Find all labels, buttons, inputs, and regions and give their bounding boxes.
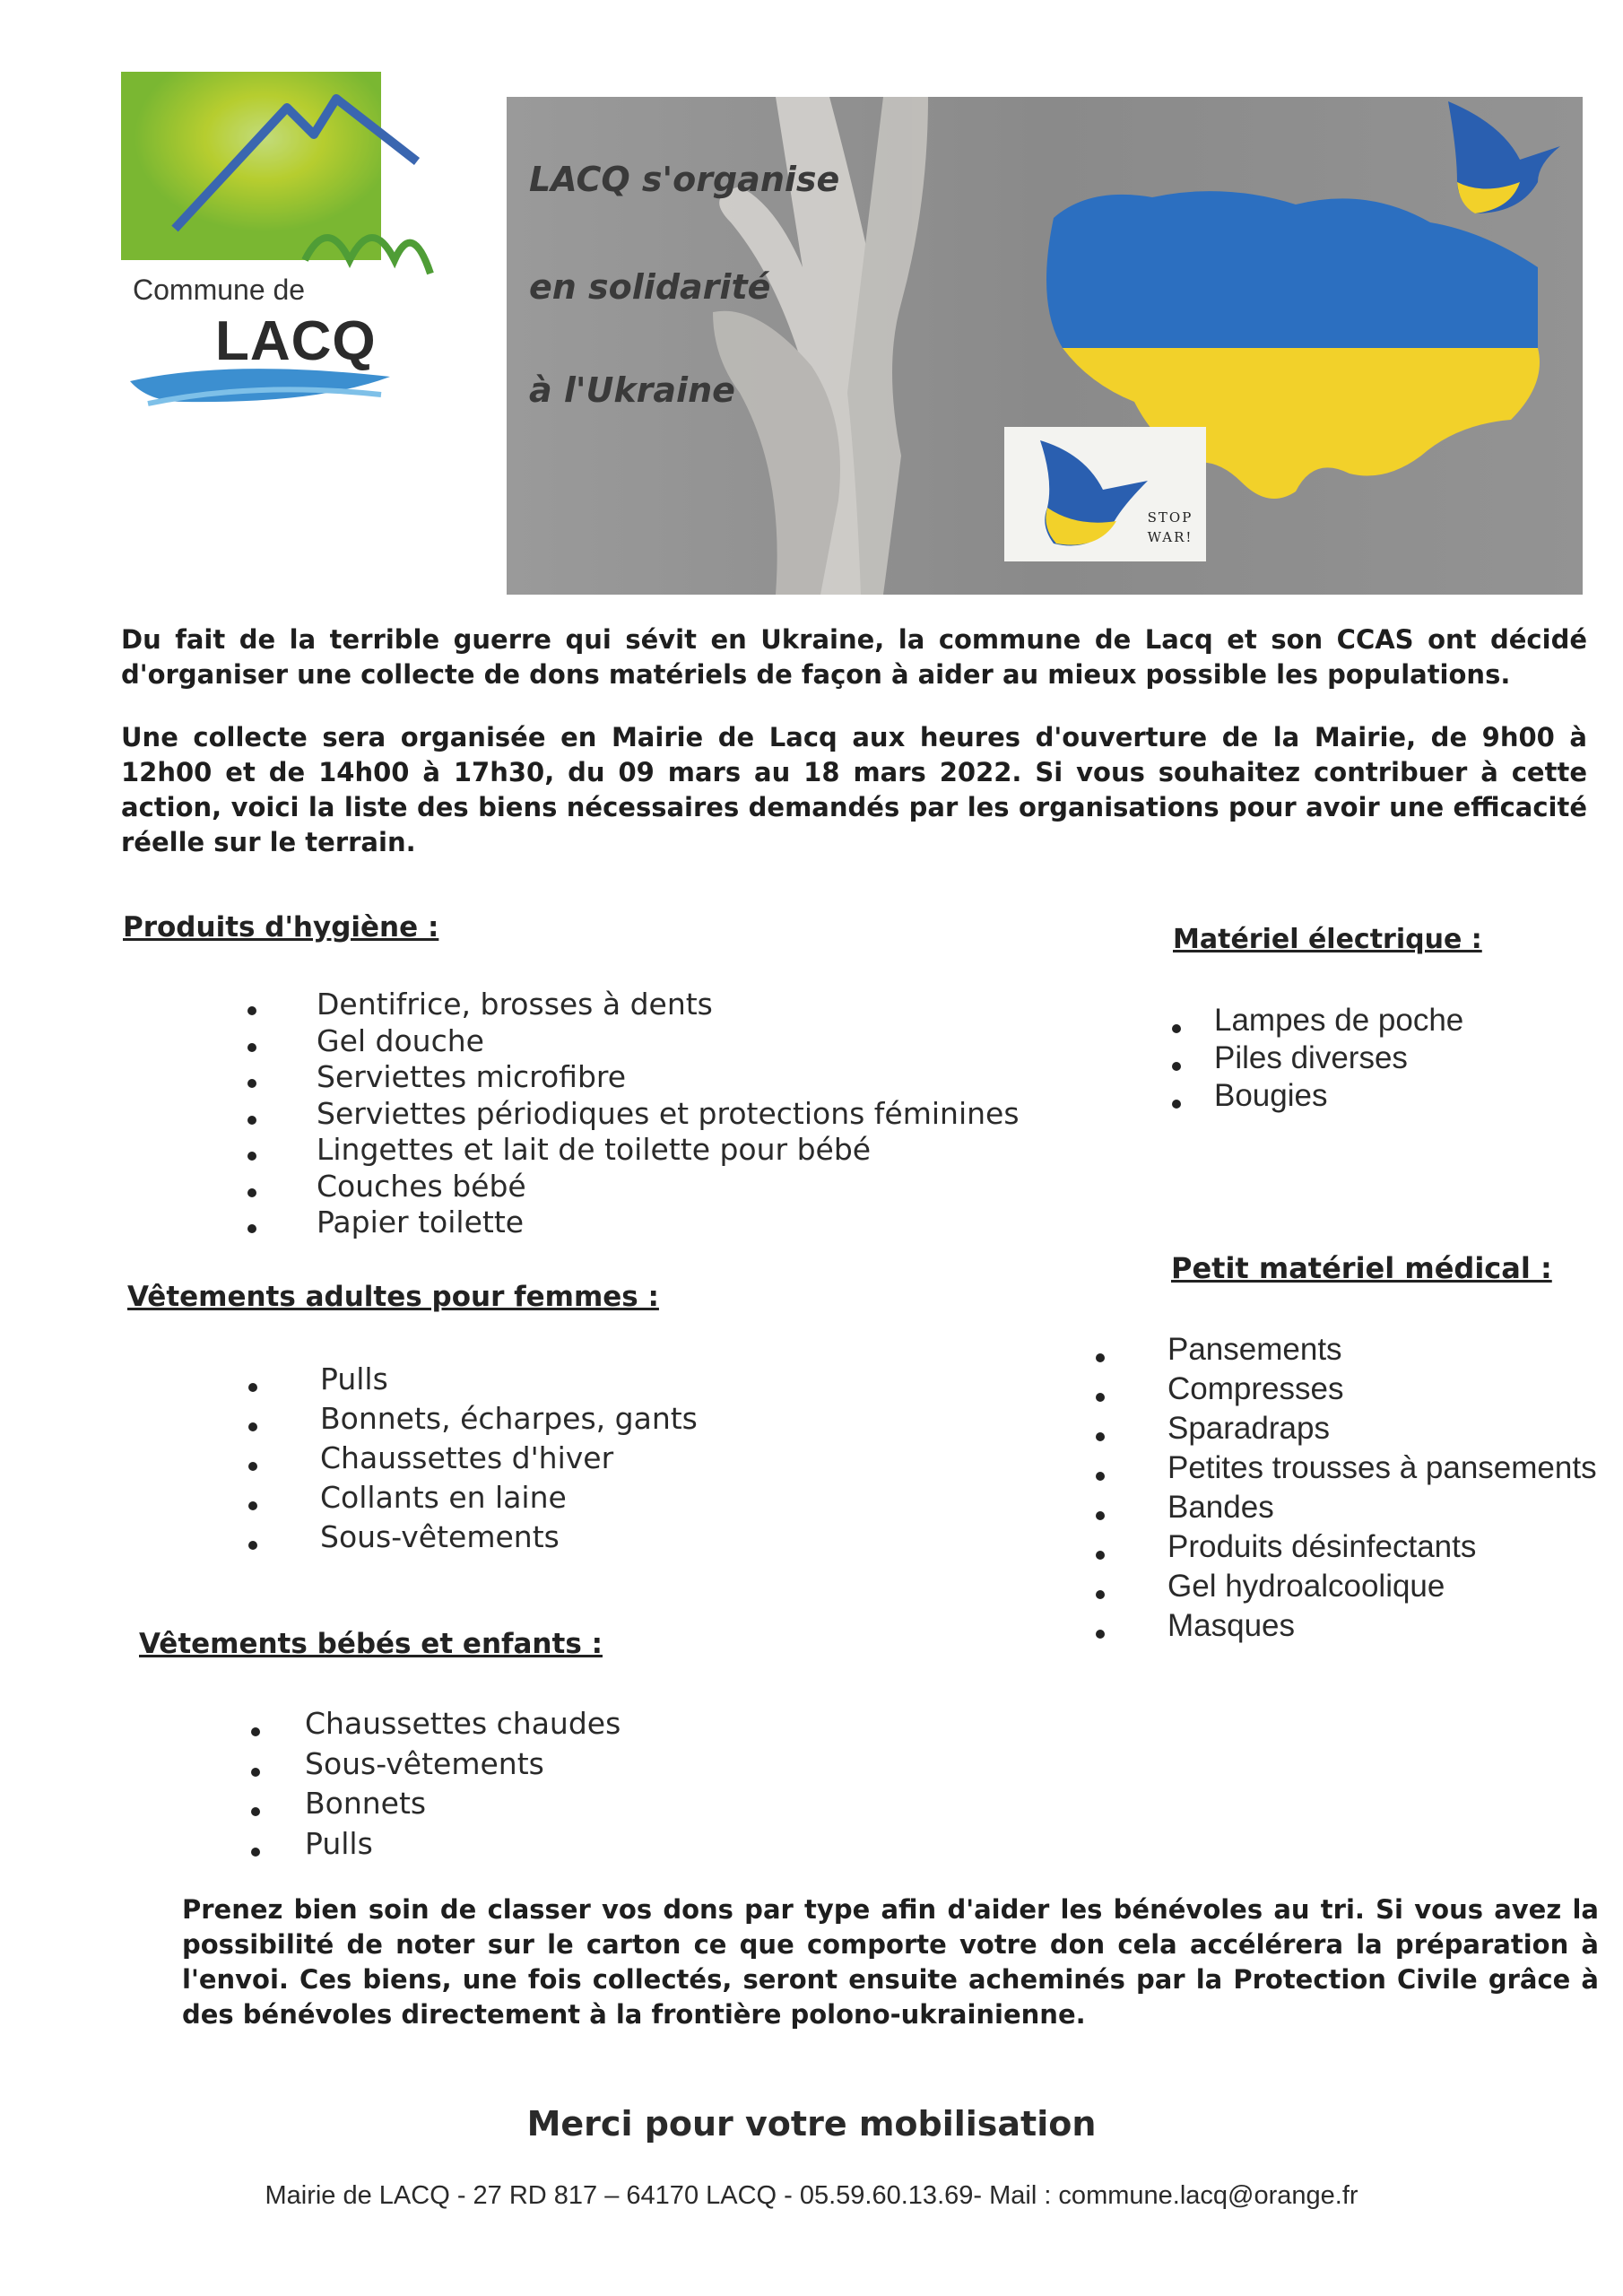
list-item: Sous-vêtements — [305, 1746, 621, 1787]
bullet-icon — [247, 1006, 256, 1015]
bullet-icon — [248, 1541, 257, 1550]
list-item: Piles diverses — [1214, 1040, 1463, 1078]
list-hygiene — [317, 987, 1020, 1241]
list-item: Papier toilette — [317, 1205, 1020, 1241]
bullet-icon — [247, 1152, 256, 1161]
list-item: Sparadraps — [1167, 1411, 1597, 1450]
bullet-icon — [1172, 1100, 1181, 1109]
intro-paragraph-1: Du fait de la terrible guerre qui sévit en Ukraine, la commune de Lacq et son CCAS ont décidé d'organiser une collecte de dons matériels de façon à aider au mieux possible les populations. — [121, 624, 1587, 690]
list-item: Collants en laine — [320, 1480, 698, 1519]
list-item: Petites trousses à pansements — [1167, 1450, 1597, 1490]
list-item: Chaussettes d'hiver — [320, 1440, 698, 1480]
list-medical — [1167, 1332, 1597, 1648]
bullet-icon — [1096, 1393, 1105, 1402]
list-item: Lampes de poche — [1214, 1003, 1463, 1040]
list-women-clothes — [320, 1361, 698, 1559]
bullet-icon — [247, 1079, 256, 1088]
bullet-icon — [1096, 1551, 1105, 1560]
list-item: Chaussettes chaudes — [305, 1706, 621, 1746]
list-item: Gel douche — [317, 1023, 1020, 1060]
bullet-icon — [248, 1422, 257, 1431]
list-item: Couches bébé — [317, 1169, 1020, 1205]
list-item: Bonnets — [305, 1786, 621, 1826]
heading-medical: Petit matériel médical : — [1171, 1251, 1552, 1285]
bullet-icon — [251, 1727, 260, 1736]
stop-war-text: STOP WAR! — [1147, 509, 1193, 545]
list-item: Dentifrice, brosses à dents — [317, 987, 1020, 1023]
list-item: Masques — [1167, 1608, 1597, 1648]
bullet-icon — [251, 1807, 260, 1816]
bullet-icon — [1172, 1062, 1181, 1071]
logo-commune-label: Commune de — [133, 274, 306, 306]
outro-paragraph: Prenez bien soin de classer vos dons par type afin d'aider les bénévoles au tri. Si vous avez la possibilité de noter sur le carton ce que comporte votre don cela accélérera la préparation à l'envoi. Ces biens, une fois collectés, seront ensuite acheminés par la Protection Civile grâce à des bénévoles directement à la frontière polono-ukrainienne. — [182, 1894, 1599, 2030]
list-item: Produits désinfectants — [1167, 1529, 1597, 1569]
heading-hygiene: Produits d'hygiène : — [123, 911, 439, 944]
stop-war-card — [1004, 427, 1206, 561]
bullet-icon — [251, 1768, 260, 1777]
intro-paragraph-2: Une collecte sera organisée en Mairie de Lacq aux heures d'ouverture de la Mairie, de 9h00 à 12h00 et de 14h00 à 17h30, du 09 mars au 18 mars 2022. Si vous souhaitez contribuer à cette action, voici la liste des biens nécessaires demandés par les organisations pour avoir une efficacité réelle sur le terrain. — [121, 722, 1587, 857]
list-item: Bandes — [1167, 1490, 1597, 1529]
bullet-icon — [1096, 1590, 1105, 1599]
list-kids-clothes — [305, 1706, 621, 1866]
logo-lacq-label: LACQ — [215, 310, 377, 372]
banner-title-line3: à l'Ukraine — [529, 370, 735, 410]
commune-lacq-logo — [121, 72, 480, 430]
bullet-icon — [248, 1501, 257, 1510]
bullet-icon — [248, 1462, 257, 1471]
banner-title-line1: LACQ s'organise — [529, 160, 840, 199]
bullet-icon — [247, 1043, 256, 1052]
list-item: Pulls — [320, 1361, 698, 1401]
bullet-icon — [247, 1224, 256, 1233]
bullet-icon — [1096, 1511, 1105, 1520]
solidarity-banner — [507, 97, 1583, 595]
list-item: Sous-vêtements — [320, 1519, 698, 1559]
bullet-icon — [251, 1848, 260, 1857]
heading-electrical: Matériel électrique : — [1173, 924, 1482, 955]
list-item: Gel hydroalcoolique — [1167, 1569, 1597, 1608]
bullet-icon — [1096, 1472, 1105, 1481]
footer-contact: Mairie de LACQ - 27 RD 817 – 64170 LACQ - 05.59.60.13.69- Mail : commune.lacq@orange.fr — [265, 2181, 1358, 2210]
list-item: Serviettes périodiques et protections féminines — [317, 1096, 1020, 1133]
list-item: Pansements — [1167, 1332, 1597, 1371]
bullet-icon — [1172, 1024, 1181, 1033]
bullet-icon — [247, 1116, 256, 1125]
list-item: Compresses — [1167, 1371, 1597, 1411]
thanks-heading: Merci pour votre mobilisation — [526, 2104, 1097, 2144]
bullet-icon — [1096, 1630, 1105, 1639]
list-item: Pulls — [305, 1826, 621, 1866]
bullet-icon — [1096, 1353, 1105, 1362]
list-item: Serviettes microfibre — [317, 1059, 1020, 1096]
heading-kids-clothes: Vêtements bébés et enfants : — [139, 1628, 603, 1660]
list-item: Bonnets, écharpes, gants — [320, 1401, 698, 1440]
bullet-icon — [247, 1188, 256, 1197]
list-electrical — [1214, 1003, 1463, 1116]
bullet-icon — [1096, 1432, 1105, 1441]
list-item: Lingettes et lait de toilette pour bébé — [317, 1132, 1020, 1169]
heading-women-clothes: Vêtements adultes pour femmes : — [127, 1281, 659, 1313]
banner-title-line2: en solidarité — [529, 267, 771, 307]
bullet-icon — [248, 1383, 257, 1392]
list-item: Bougies — [1214, 1078, 1463, 1116]
